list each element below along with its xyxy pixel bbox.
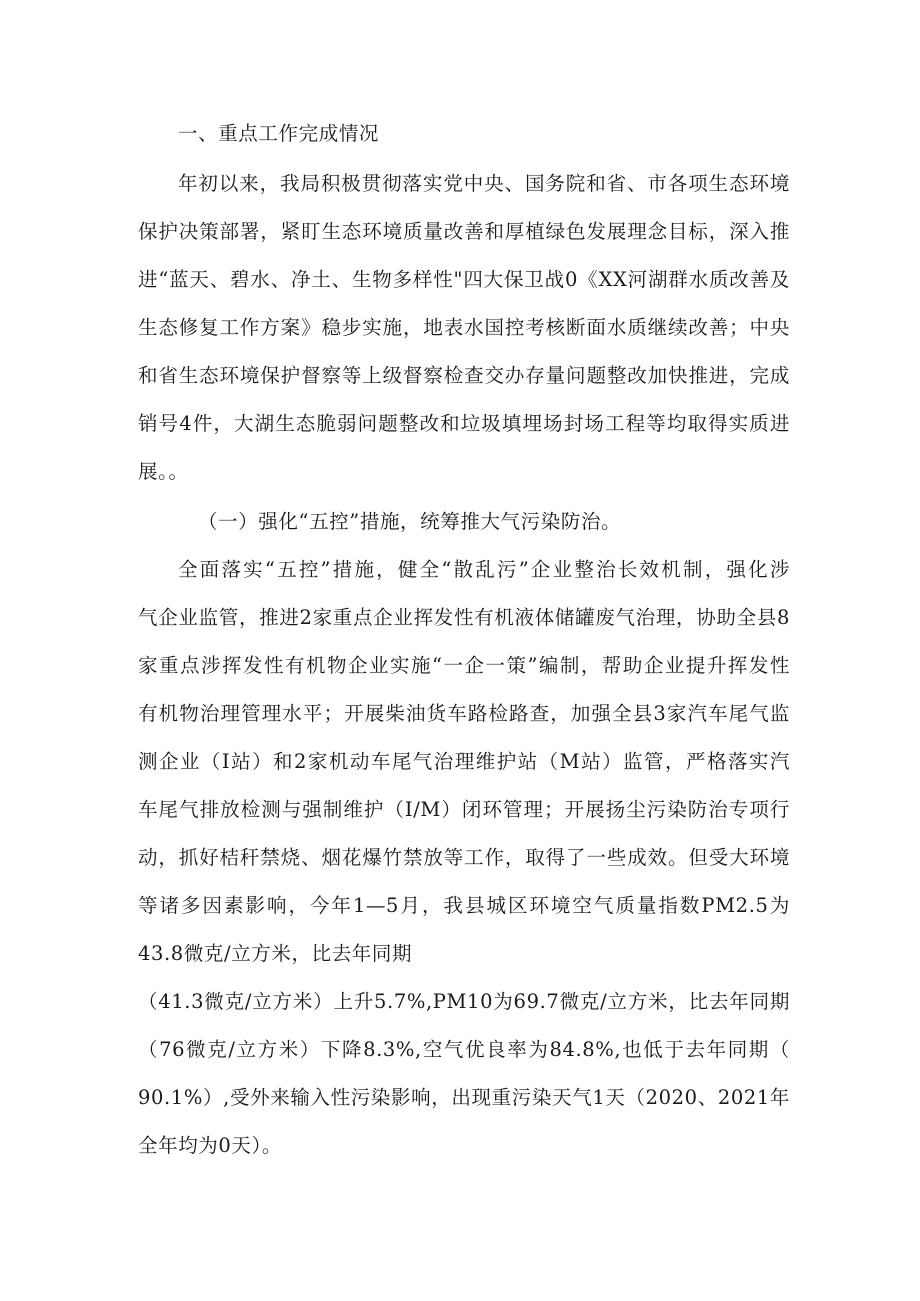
paragraph-2-line: 动，抓好桔秆禁烧、烟花爆竹禁放等工作，取得了一些成效。但受大环境 [138, 846, 790, 869]
paragraph-3-line: 90.1%）,受外来输入性污染影响，出现重污染天气1天（2020、2021年 [138, 1086, 790, 1109]
paragraph-2-line: 气企业监管，推进2家重点企业挥发性有机液体储罐废气治理，协助全县8 [138, 606, 790, 629]
subsection-heading: （一）强化“五控”措施，统筹推大气污染防治。 [198, 510, 622, 533]
paragraph-2-line: 等诸多因素影响，今年1—5月，我县城区环境空气质量指数PM2.5为 [138, 894, 790, 917]
paragraph-1-line: 和省生态环境保护督察等上级督察检查交办存量问题整改加快推进，完成 [138, 364, 790, 387]
paragraph-3-line: （41.3微克/立方米）上升5.7%,PM10为69.7微克/立方米，比去年同期 [138, 990, 790, 1013]
paragraph-1-line: 年初以来，我局积极贯彻落实党中央、国务院和省、市各项生态环境 [178, 172, 790, 195]
paragraph-1-line: 保护决策部署，紧盯生态环境质量改善和厚植绿色发展理念目标，深入推 [138, 220, 790, 243]
paragraph-1-line: 进“蓝天、碧水、净土、生物多样性"四大保卫战0《XX河湖群水质改善及 [138, 268, 790, 291]
paragraph-1-line: 展。。 [138, 460, 189, 483]
paragraph-2-line: 有机物治理管理水平；开展柴油货车路检路查，加强全县3家汽车尾气监 [138, 702, 790, 725]
paragraph-2-line: 全面落实“五控”措施，健全“散乱污”企业整治长效机制，强化涉 [178, 558, 790, 581]
paragraph-1-line: 生态修复工作方案》稳步实施，地表水国控考核断面水质继续改善；中央 [138, 316, 790, 339]
paragraph-2-line: 测企业（I站）和2家机动车尾气治理维护站（M站）监管，严格落实汽 [138, 750, 790, 773]
paragraph-1-line: 销号4件，大湖生态脆弱问题整改和垃圾填埋场封场工程等均取得实质进 [138, 412, 790, 435]
paragraph-3-line: 全年均为0天）。 [138, 1134, 282, 1157]
section-heading: 一、重点工作完成情况 [178, 122, 380, 145]
paragraph-2-line: 家重点涉挥发性有机物企业实施“一企一策”编制，帮助企业提升挥发性 [138, 654, 790, 677]
paragraph-2-line: 车尾气排放检测与强制维护（I/M）闭环管理；开展扬尘污染防治专项行 [138, 798, 790, 821]
paragraph-3-line: （76微克/立方米）下降8.3%,空气优良率为84.8%,也低于去年同期（ [138, 1038, 790, 1061]
paragraph-2-line: 43.8微克/立方米，比去年同期 [138, 942, 413, 965]
